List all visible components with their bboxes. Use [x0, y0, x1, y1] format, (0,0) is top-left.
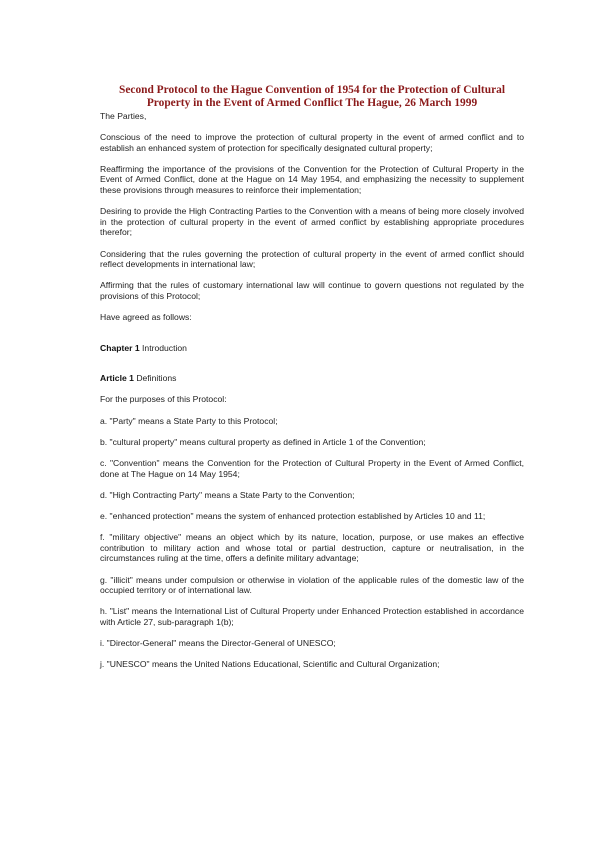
definition-item: g. "illicit" means under compulsion or otherwise in violation of the applicable rules of the domestic law of the occupied territory or of international law.: [100, 574, 524, 596]
preamble-paragraph: Affirming that the rules of customary international law will continue to govern questions not regulated by the provisions of this Protocol;: [100, 280, 524, 301]
definition-item: j. "UNESCO" means the United Nations Educational, Scientific and Cultural Organization;: [100, 659, 440, 670]
definition-item: b. "cultural property" means cultural property as defined in Article 1 of the Convention;: [100, 436, 426, 447]
preamble-paragraph: Desiring to provide the High Contracting Parties to the Convention with a means of being more closely involved in the protection of cultural property in the event of armed conflict by establishing appropriate procedures therefor;: [100, 206, 524, 238]
definition-item: a. "Party" means a State Party to this Protocol;: [100, 415, 278, 426]
document-title: Second Protocol to the Hague Convention of 1954 for the Protection of Cultural Property in the Event of Armed Conflict The Hague, 26 March 1999: [119, 84, 505, 110]
definition-item: e. "enhanced protection" means the system of enhanced protection established by Articles 10 and 11;: [100, 511, 486, 521]
preamble-paragraph: Conscious of the need to improve the protection of cultural property in the event of armed conflict and to establish an enhanced system of protection for specifically designated cultural property;: [100, 132, 524, 153]
chapter-name: Introduction: [142, 342, 187, 353]
definition-item: c. "Convention" means the Convention for the Protection of Cultural Property in the Event of Armed Conflict, done at The Hague on 14 May 1954;: [100, 458, 524, 479]
definition-item: h. "List" means the International List of Cultural Property under Enhanced Protection established in accordance with Article 27, sub-paragraph 1(b);: [100, 606, 524, 627]
preamble-paragraph: Reaffirming the importance of the provisions of the Convention for the Protection of Cultural Property in the Event of Armed Conflict, done at the Hague on 14 May 1954, and emphasizing the necessity to supplement these provisions through measures to reinforce their implementation;: [100, 163, 524, 195]
definition-item: d. "High Contracting Party" means a State Party to the Convention;: [100, 489, 355, 500]
chapter-heading: [100, 343, 524, 354]
document-page: [100, 84, 524, 681]
article-name: Definitions: [136, 373, 177, 384]
article-intro: For the purposes of this Protocol:: [100, 394, 227, 405]
preamble-paragraph: Considering that the rules governing the protection of cultural property in the event of armed conflict should reflect developments in international law;: [100, 248, 524, 270]
chapter-label: Chapter 1: [100, 342, 140, 353]
article-label: Article 1: [100, 373, 134, 384]
article-heading: [100, 373, 524, 384]
preamble-parties: The Parties,: [100, 110, 147, 121]
definition-item: i. "Director-General" means the Director-General of UNESCO;: [100, 638, 336, 649]
preamble-agreed: Have agreed as follows:: [100, 312, 192, 323]
definition-item: f. "military objective" means an object which by its nature, location, purpose, or use makes an effective contribution to military action and whose total or partial destruction, capture or neutralisation, in the circumstances ruling at the time, offers a definite military advantage;: [100, 532, 524, 564]
